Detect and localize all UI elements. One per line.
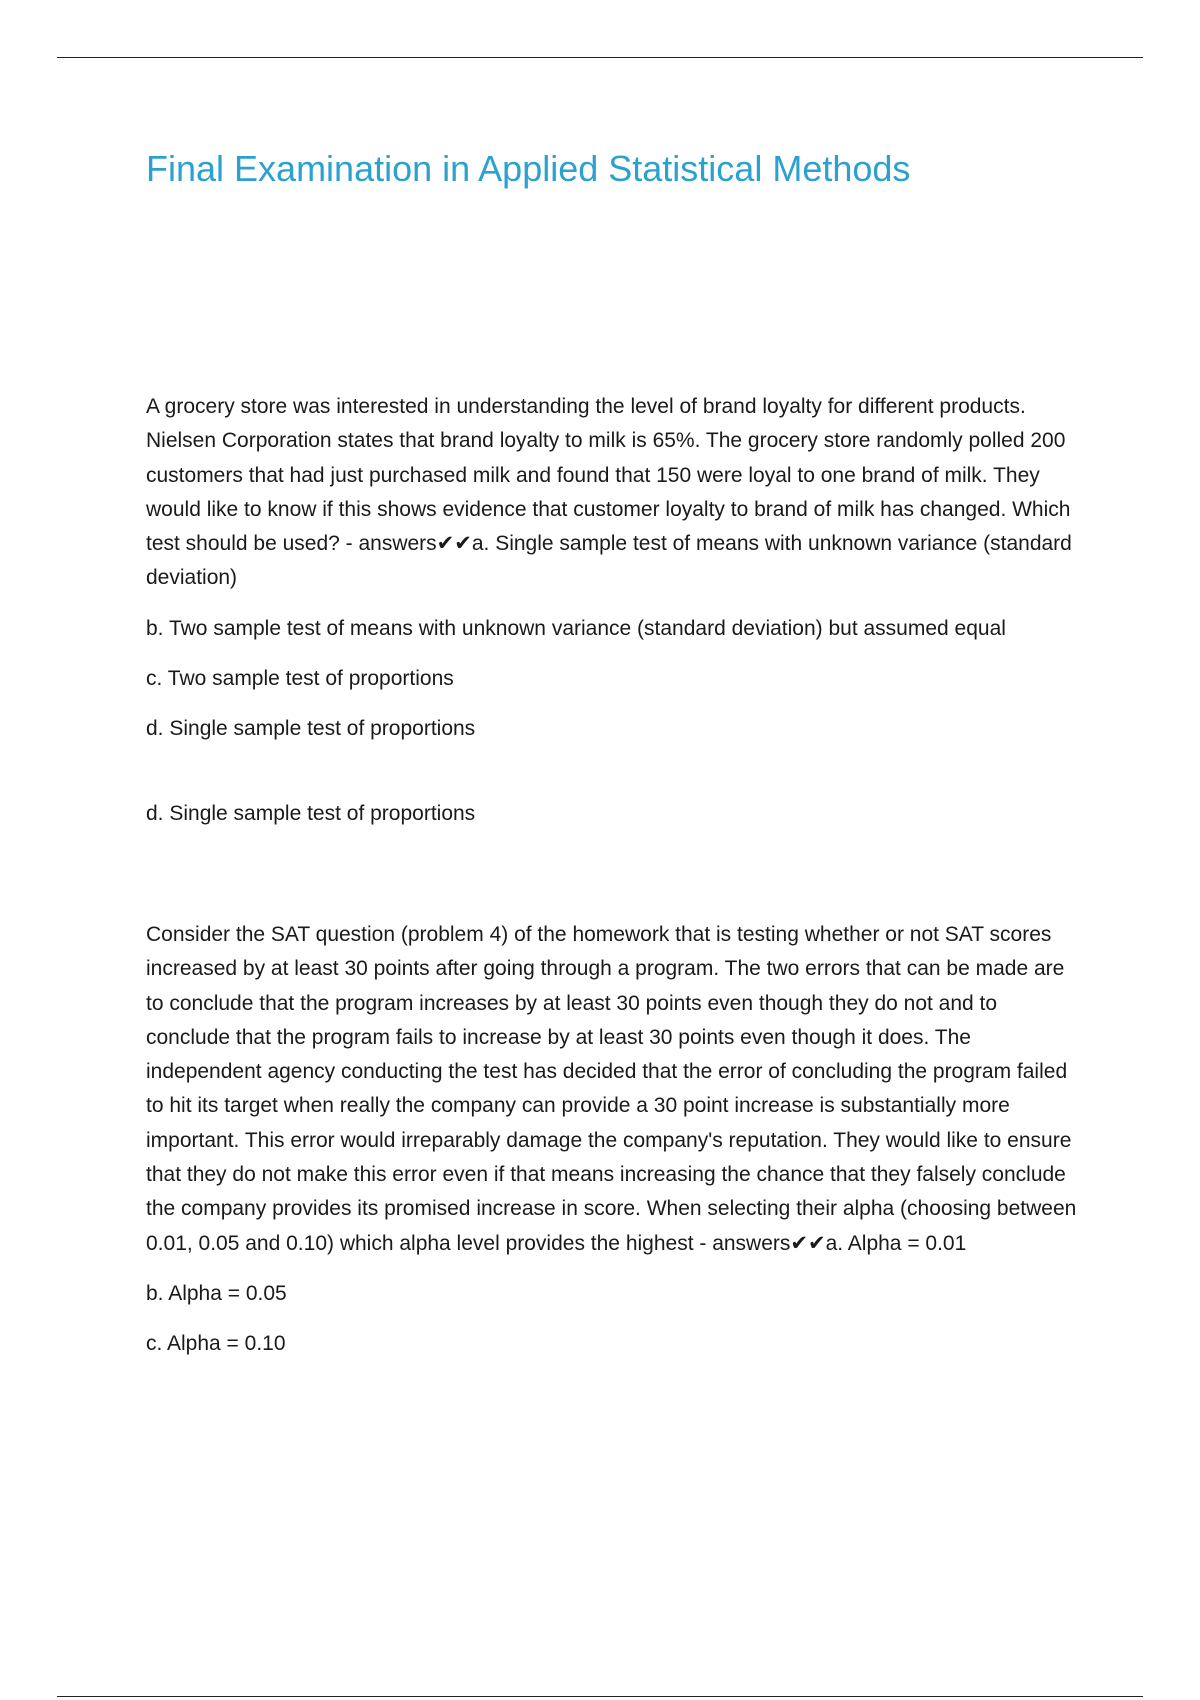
question-2 bbox=[146, 918, 1086, 1378]
correct-answer: d. Single sample test of proportions bbox=[146, 801, 476, 825]
answer-option: b. Two sample test of means with unknown variance (standard deviation) but assumed equal bbox=[146, 616, 1006, 640]
question-stem: Consider the SAT question (problem 4) of the homework that is testing whether or not SAT scores increased by at least 30 points after going through a program. The two errors that can be made are to conclude that the program increases by at least 30 points even though they do not and to conclude that the program fails to increase by at least 30 points even though it does. The independent agency conducting the test has decided that the error of concluding the program failed to hit its target when really the company can provide a 30 point increase is substantially more important. This error would irreparably damage the company's reputation. They would like to ensure that they do not make this error even if that means increasing the chance that they falsely conclude the company provides its promised increase in score. When selecting their alpha (choosing between 0.01, 0.05 and 0.10) which alpha level provides the highest - answers✔✔a. Alpha = 0.01 bbox=[146, 923, 1077, 1255]
document-title: Final Examination in Applied Statistical Methods bbox=[146, 148, 911, 189]
footer-rule bbox=[57, 1696, 1143, 1697]
question-1 bbox=[146, 390, 1086, 831]
header-rule bbox=[57, 57, 1143, 58]
answer-option: c. Two sample test of proportions bbox=[146, 667, 454, 691]
answer-option: d. Single sample test of proportions bbox=[146, 717, 476, 741]
answer-option: b. Alpha = 0.05 bbox=[146, 1281, 287, 1305]
answer-option: c. Alpha = 0.10 bbox=[146, 1332, 286, 1356]
question-stem: A grocery store was interested in understanding the level of brand loyalty for different products. Nielsen Corporation states that brand loyalty to milk is 65%. The grocery store randomly polled 200 customers that had just purchased milk and found that 150 were loyal to one brand of milk. They would like to know if this shows evidence that customer loyalty to brand of milk has changed. Which test should be used? - answers✔✔a. Single sample test of means with unknown variance (standard deviation) bbox=[146, 395, 1072, 590]
